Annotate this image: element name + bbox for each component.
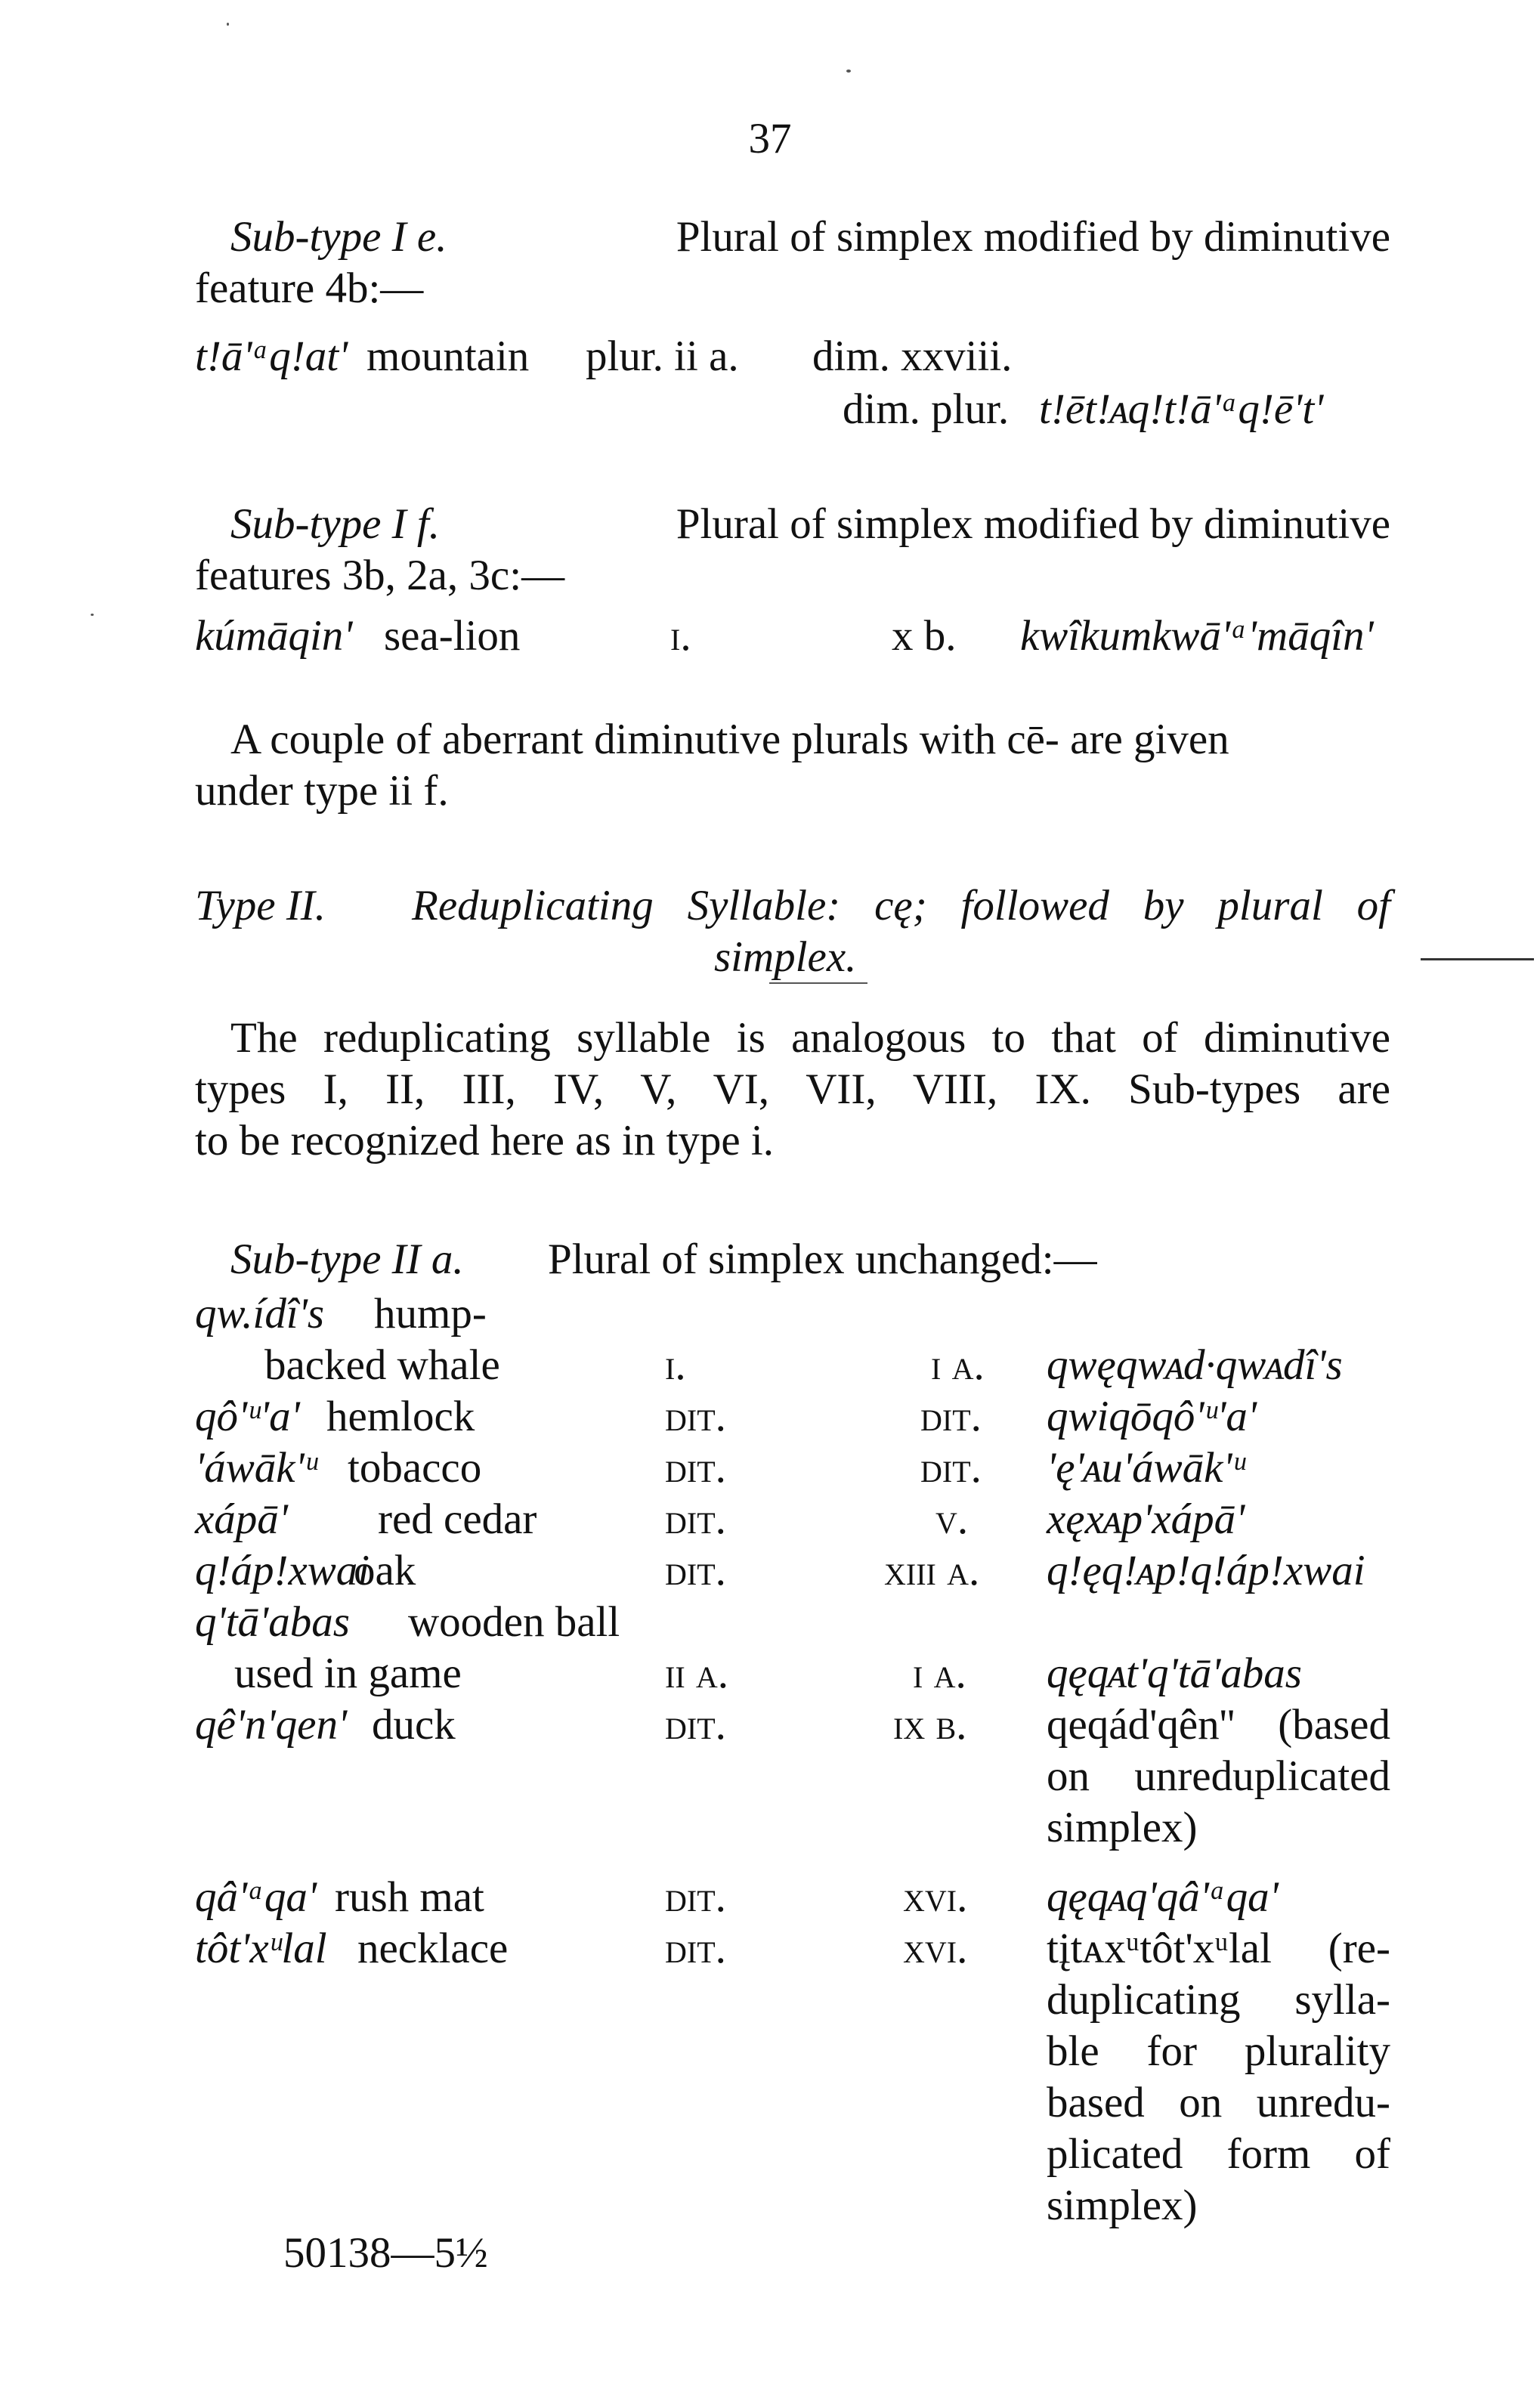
ie-example-dimplur-form: t!ēt!ᴀq!t!ā'ᵃq!ē't' bbox=[1039, 385, 1324, 433]
scan-speck bbox=[91, 614, 94, 616]
row-gloss: duck bbox=[372, 1701, 456, 1749]
ie-example-dimplur-label: dim. plur. bbox=[843, 385, 1010, 433]
row-dim-type: xvi. bbox=[903, 1873, 968, 1921]
footer-signature: 50138—5½ bbox=[283, 2229, 488, 2277]
row-dim-type: i a. bbox=[913, 1650, 966, 1697]
row-dim-type: xvi. bbox=[903, 1925, 968, 1972]
table-row bbox=[0, 1648, 1540, 1699]
if-example-dimtype: x b. bbox=[892, 612, 957, 660]
type-ii-label: Type II. bbox=[195, 882, 326, 929]
subtype-ie-line1 bbox=[230, 212, 1390, 263]
row-word: q!áp!xwai bbox=[195, 1547, 370, 1594]
row-base-type: dit. bbox=[665, 1873, 726, 1921]
row-plural-form: tįtᴀxᵘtôt'xᵘlal (re- bbox=[1047, 1925, 1390, 1972]
row-gloss: hemlock bbox=[326, 1393, 475, 1440]
subtype-ie-text: Plural of simplex modified by diminutive bbox=[676, 213, 1390, 261]
row-plural-form: qwiqōqô'ᵘ'a' bbox=[1047, 1393, 1257, 1440]
table-row bbox=[0, 2129, 1540, 2180]
row-plural-form: duplicating sylla- bbox=[1047, 1976, 1390, 2024]
row-plural-form: on unreduplicated bbox=[1047, 1752, 1390, 1800]
type-ii-para-line1: The reduplicating syllable is analogous to that of diminutive bbox=[230, 1014, 1390, 1062]
row-word: qâ'ᵃqa' bbox=[195, 1873, 317, 1921]
ie-example-plur: plur. ii a. bbox=[586, 332, 739, 380]
row-base-type: dit. bbox=[665, 1444, 726, 1492]
if-example-word: kúmāqin' bbox=[195, 612, 353, 660]
table-row bbox=[0, 1443, 1540, 1494]
aberrant-line2: under type ii f. bbox=[195, 767, 449, 815]
subtype-if-line1 bbox=[230, 499, 1390, 550]
row-word: qô'ᵘ'a' bbox=[195, 1393, 300, 1440]
table-row bbox=[0, 1597, 1540, 1648]
type-ii-heading-line2: simplex. bbox=[714, 933, 857, 981]
row-base-type: dit. bbox=[665, 1393, 726, 1440]
subtype-iia-label: Sub-type II a. bbox=[230, 1235, 464, 1283]
row-base-type: i. bbox=[665, 1341, 686, 1389]
subtype-ie-line2: feature 4b:— bbox=[195, 264, 424, 312]
table-row bbox=[0, 1699, 1540, 1751]
row-plural-form: q!ęq!ᴀp!q!áp!xwai bbox=[1047, 1547, 1365, 1594]
row-base-type: dit. bbox=[665, 1495, 726, 1543]
page-number: 37 bbox=[748, 115, 792, 162]
row-plural-form: xęxᴀp'xápā' bbox=[1047, 1495, 1245, 1543]
if-example-form: kwîkumkwā'ᵃ'māqîn' bbox=[1020, 612, 1374, 660]
table-row bbox=[0, 2180, 1540, 2231]
table-row bbox=[0, 1391, 1540, 1443]
table-row bbox=[0, 2026, 1540, 2077]
scan-speck bbox=[846, 70, 851, 73]
row-gloss: hump- bbox=[374, 1290, 487, 1338]
row-dim-type: xiii a. bbox=[884, 1547, 980, 1594]
row-plural-form: qeqád'qên'' (based bbox=[1047, 1701, 1390, 1749]
row-base-type: dit. bbox=[665, 1701, 726, 1749]
row-word: tôt'xᵘlal bbox=[195, 1925, 327, 1972]
row-plural-form: simplex) bbox=[1047, 2182, 1198, 2229]
table-row bbox=[0, 1340, 1540, 1391]
row-plural-form: 'ę'ᴀu'áwāk'ᵘ bbox=[1047, 1444, 1245, 1492]
scan-speck bbox=[227, 23, 229, 26]
subtype-ie-label: Sub-type I e. bbox=[230, 213, 447, 261]
subtype-if-label: Sub-type I f. bbox=[230, 500, 440, 548]
ie-example-dim: dim. xxviii. bbox=[812, 332, 1013, 380]
row-plural-form: qęqᴀq'qâ'ᵃqa' bbox=[1047, 1873, 1279, 1921]
row-gloss: red cedar bbox=[378, 1495, 537, 1543]
subtype-iia-text: Plural of simplex unchanged:— bbox=[548, 1235, 1097, 1283]
row-base-type: dit. bbox=[665, 1925, 726, 1972]
row-gloss: backed whale bbox=[264, 1341, 500, 1389]
row-word: q'tā'abas bbox=[195, 1598, 350, 1646]
row-dim-type: ix b. bbox=[893, 1701, 967, 1749]
table-row bbox=[0, 1923, 1540, 1975]
row-dim-type: dit. bbox=[920, 1444, 982, 1492]
row-word: xápā' bbox=[195, 1495, 288, 1543]
row-base-type: ii a. bbox=[665, 1650, 729, 1697]
row-word: qê'n'qen' bbox=[195, 1701, 348, 1749]
row-gloss: tobacco bbox=[348, 1444, 482, 1492]
table-row bbox=[0, 1545, 1540, 1597]
table-row bbox=[0, 1975, 1540, 2026]
row-gloss: wooden ball bbox=[408, 1598, 620, 1646]
row-dim-type: dit. bbox=[920, 1393, 982, 1440]
row-word: qw.ídî's bbox=[195, 1290, 325, 1338]
table-row bbox=[0, 1751, 1540, 1802]
subtype-if-text: Plural of simplex modified by diminutive bbox=[676, 500, 1390, 548]
row-gloss: necklace bbox=[357, 1925, 509, 1972]
row-plural-form: qęqᴀt'q'tā'abas bbox=[1047, 1650, 1302, 1697]
type-ii-para-line2: types I, II, III, IV, V, VI, VII, VIII, IX. Sub-types are bbox=[195, 1065, 1390, 1113]
table-row bbox=[0, 1494, 1540, 1545]
table-row bbox=[0, 1802, 1540, 1854]
table-row bbox=[0, 2077, 1540, 2129]
scan-speck bbox=[769, 982, 867, 984]
table-row bbox=[0, 1288, 1540, 1340]
row-dim-type: v. bbox=[935, 1495, 969, 1543]
row-plural-form: qwęqwᴀd·qwᴀdî's bbox=[1047, 1341, 1343, 1389]
row-gloss: rush mat bbox=[335, 1873, 484, 1921]
row-plural-form: simplex) bbox=[1047, 1804, 1198, 1851]
if-example-gloss: sea-lion bbox=[384, 612, 521, 660]
ie-example-word: t!ā'ᵃq!at' bbox=[195, 332, 348, 380]
type-ii-para-line3: to be recognized here as in type i. bbox=[195, 1117, 775, 1164]
if-example-type: i. bbox=[670, 612, 691, 660]
row-plural-form: based on unredu- bbox=[1047, 2079, 1390, 2126]
row-word: 'áwāk'ᵘ bbox=[195, 1444, 317, 1492]
aberrant-line1: A couple of aberrant diminutive plurals with cē- are given bbox=[230, 716, 1229, 763]
row-plural-form: ble for plurality bbox=[1047, 2027, 1390, 2075]
margin-rule bbox=[1421, 958, 1534, 960]
row-base-type: dit. bbox=[665, 1547, 726, 1594]
row-plural-form: plicated form of bbox=[1047, 2130, 1390, 2178]
row-gloss: used in game bbox=[234, 1650, 462, 1697]
subtype-if-line2: features 3b, 2a, 3c:— bbox=[195, 552, 565, 599]
row-dim-type: i a. bbox=[931, 1341, 985, 1389]
table-row bbox=[0, 1872, 1540, 1923]
type-ii-heading-line1: Reduplicating Syllable: cę; followed by plural of bbox=[412, 882, 1390, 929]
row-gloss: oak bbox=[354, 1547, 416, 1594]
ie-example-gloss: mountain bbox=[366, 332, 530, 380]
